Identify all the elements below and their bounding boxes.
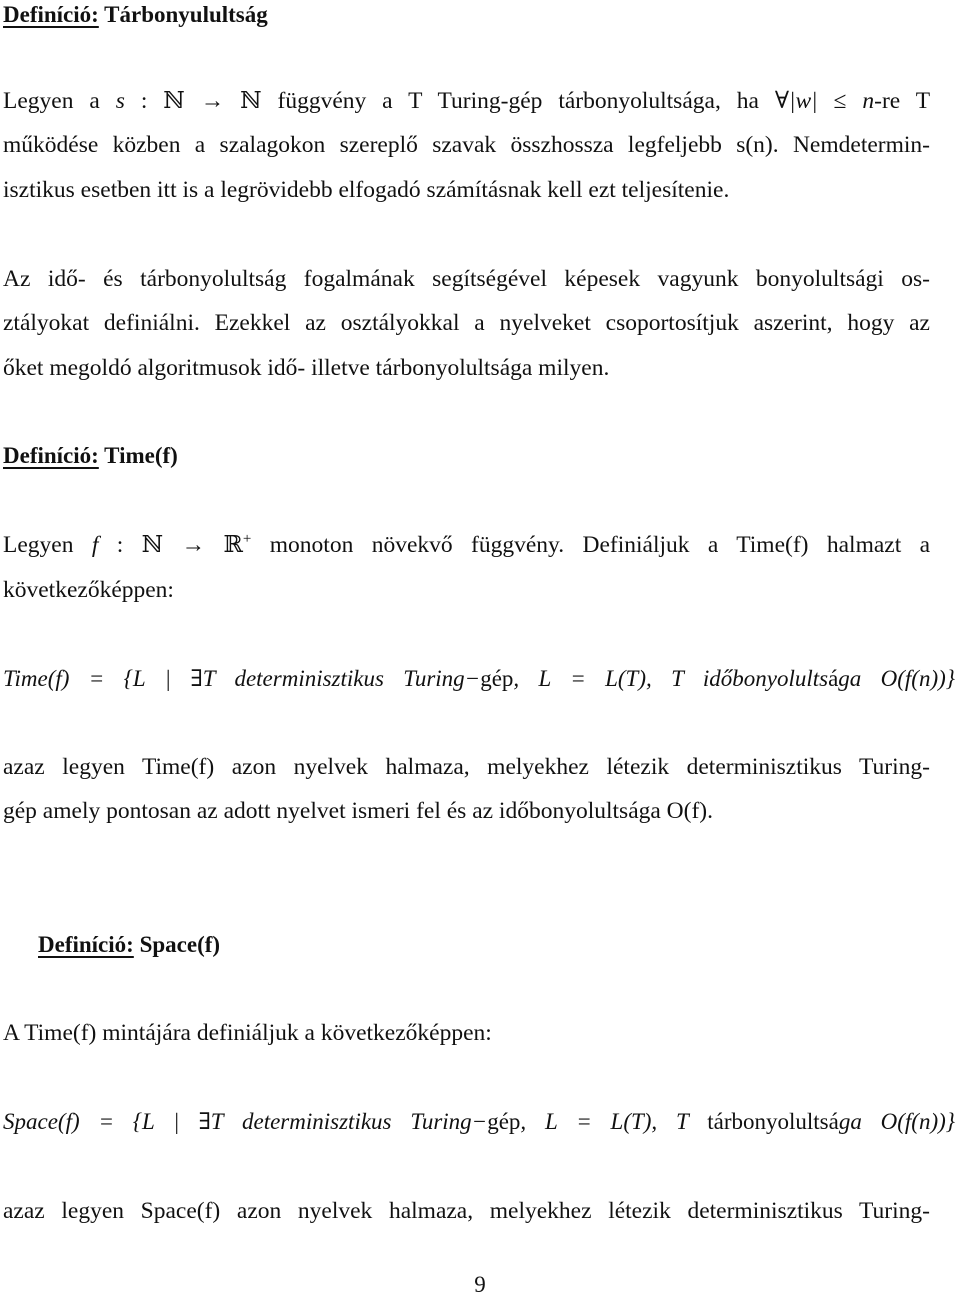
formula-space — [3, 1107, 955, 1137]
paragraph-line: A Time(f) mintájára definiáljuk a következőképpen: — [3, 1020, 492, 1046]
text-fragment: Definiáljuk a Time(f) halmazt a — [582, 532, 931, 558]
paragraph-line — [3, 86, 930, 116]
superscript: + — [242, 531, 252, 548]
heading-label: Definíció: — [3, 2, 99, 27]
math-symbol: n — [862, 88, 875, 114]
formula-part: , L = L(T), T idő — [513, 666, 733, 691]
heading-label: Definíció: — [38, 932, 134, 957]
math-symbol: ≤ — [833, 88, 847, 114]
paragraph-line: azaz legyen Space(f) azon nyelvek halmaza, melyekhez létezik determinisztikus Turing- — [3, 1198, 930, 1224]
heading-label: Definíció: — [3, 443, 99, 468]
formula-part: á — [828, 666, 839, 691]
math-symbol: ℕ — [240, 88, 262, 114]
arrow-symbol: → — [200, 88, 225, 114]
formula-part: bonyolults — [732, 666, 829, 691]
formula-part: , L = L(T), T — [520, 1109, 708, 1134]
text-fragment: monoton növekvő függvény. — [269, 532, 565, 558]
math-symbol: ℝ — [223, 532, 243, 558]
paragraph-line: gép amely pontosan az adott nyelvet ismeri fel és az időbonyolultsága O(f). — [3, 798, 714, 824]
math-symbol: |w| — [789, 88, 818, 114]
text-fragment: -re T — [874, 88, 931, 114]
formula-part: tárbonyolults — [707, 1109, 829, 1134]
paragraph-line: azaz legyen Time(f) azon nyelvek halmaza, melyekhez létezik determinisztikus Turing- — [3, 754, 930, 780]
paragraph-line: működése közben a szalagokon szereplő szavak összhossza legfeljebb s(n). Nemdetermin- — [3, 132, 930, 158]
formula-part: gép — [480, 666, 514, 691]
heading-space — [38, 930, 960, 960]
formula-part: gép — [487, 1109, 521, 1134]
math-symbol: : — [140, 88, 148, 114]
heading-time — [3, 441, 930, 471]
heading-space-complexity — [3, 0, 930, 30]
formula-part: Time(f) = {L | ∃T determinisztikus Turing− — [3, 666, 481, 691]
heading-title: Space(f) — [139, 932, 221, 957]
heading-title: Time(f) — [104, 443, 178, 468]
math-symbol: : — [116, 532, 124, 558]
formula-part: Space(f) = {L | ∃T determinisztikus Turing− — [3, 1109, 488, 1134]
text-fragment: Legyen a — [3, 88, 100, 114]
paragraph-line: isztikus esetben itt is a legrövidebb elfogadó számításnak kell ezt teljesítenie. — [3, 177, 730, 203]
text-fragment: Legyen — [3, 532, 74, 558]
paragraph-line: következőképpen: — [3, 577, 174, 603]
heading-title: Tárbonyulultság — [104, 2, 268, 27]
formula-time — [3, 664, 955, 694]
arrow-symbol: → — [181, 532, 206, 558]
paragraph-line: őket megoldó algoritmusok idő- illetve tárbonyolultsága milyen. — [3, 355, 610, 381]
formula-part: ga O(f(n))} — [838, 1109, 955, 1134]
page-number: 9 — [474, 1272, 486, 1297]
paragraph-line: ztályokat definiálni. Ezekkel az osztályokkal a nyelveket csoportosítjuk aszerint, hogy az — [3, 310, 930, 336]
paragraph-line — [3, 530, 930, 560]
math-symbol: f — [91, 532, 99, 558]
text-fragment: függvény a T Turing-gép tárbonyolultsága, ha ∀ — [277, 88, 790, 114]
paragraph-line: Az idő- és tárbonyolultság fogalmának segítségével képesek vagyunk bonyolultsági os- — [3, 266, 930, 292]
math-symbol: s — [115, 88, 125, 114]
formula-part: á — [828, 1109, 839, 1134]
formula-part: ga O(f(n))} — [838, 666, 955, 691]
math-symbol: ℕ — [141, 532, 164, 558]
math-symbol: ℕ — [163, 88, 185, 114]
